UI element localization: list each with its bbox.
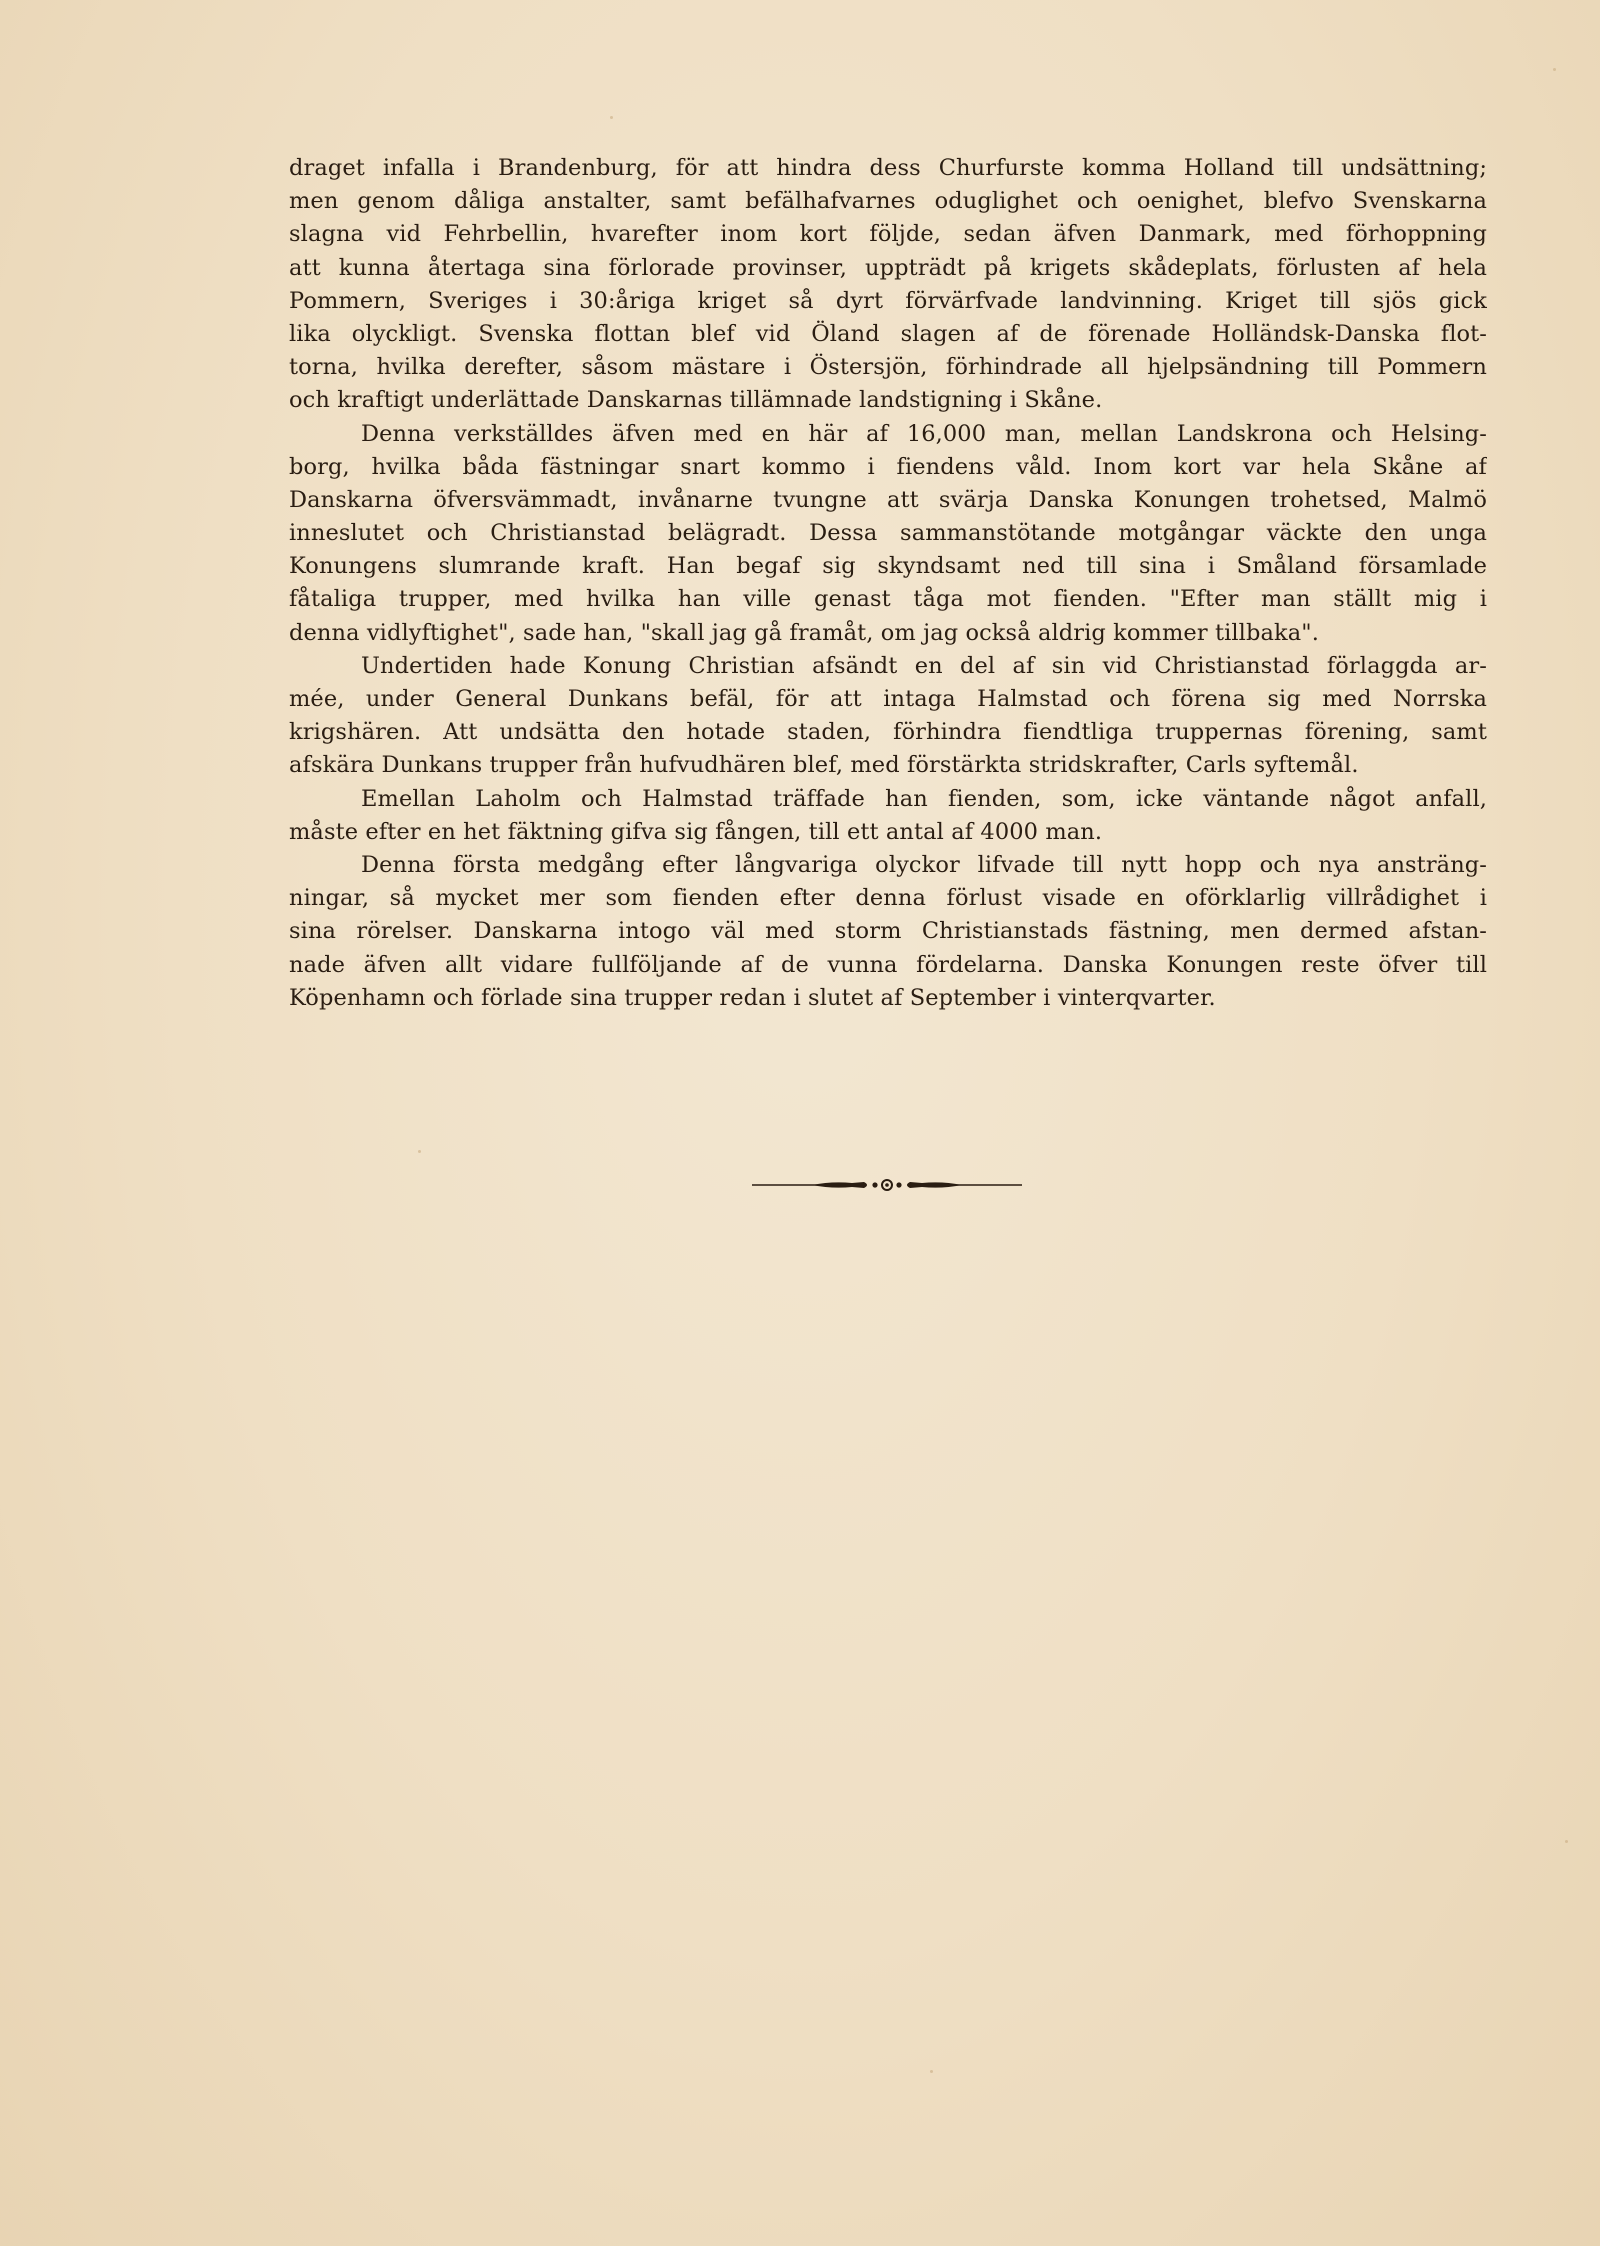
text-line: Undertiden hade Konung Christian afsändt en del af sin vid Christianstad förlaggda ar- [361, 652, 1487, 679]
text-line: mée, under General Dunkans befäl, för att intaga Halmstad och förena sig med Norrska [289, 686, 1487, 712]
text-line: att kunna återtaga sina förlorade provinser, uppträdt på krigets skådeplats, förlusten af hela [289, 254, 1487, 281]
text-line: torna, hvilka derefter, såsom mästare i Östersjön, förhindrade all hjelpsändning till Pommern [289, 354, 1487, 381]
text-line: men genom dåliga anstalter, samt befälhafvarnes oduglighet och oenighet, blefvo Svenskarna [289, 188, 1487, 215]
text-line: krigshären. Att undsätta den hotade staden, förhindra fiendtliga truppernas förening, samt [289, 719, 1487, 746]
paper-speck [930, 2070, 933, 2073]
text-line: Denna verkställdes äfven med en här af 16,000 man, mellan Landskrona och Helsing- [361, 420, 1487, 447]
text-line: Denna första medgång efter långvariga olyckor lifvade till nytt hopp och nya ansträng- [361, 851, 1487, 878]
text-line: Danskarna öfversvämmadt, invånarne tvungne att svärja Danska Konungen trohetsed, Malmö [289, 486, 1487, 513]
text-line: Konungens slumrande kraft. Han begaf sig skyndsamt ned till sina i Småland församlade [289, 553, 1487, 580]
text-line: denna vidlyftighet", sade han, "skall jag gå framåt, om jag också aldrig kommer tillbaka". [289, 619, 1319, 646]
paper-speck [1565, 1840, 1568, 1843]
text-line: fåtaliga trupper, med hvilka han ville genast tåga mot fienden. "Efter man ställt mig i [289, 586, 1487, 613]
paper-speck [1553, 68, 1556, 71]
paper-speck [418, 1150, 421, 1153]
text-line: borg, hvilka båda fästningar snart kommo i fiendens våld. Inom kort var hela Skåne af [289, 453, 1487, 480]
text-line: Pommern, Sveriges i 30:åriga kriget så dyrt förvärfvade landvinning. Kriget till sjös gick [289, 287, 1487, 314]
text-line: Köpenhamn och förlade sina trupper redan i slutet af September i vinterqvarter. [289, 984, 1216, 1011]
text-line: ningar, så mycket mer som fienden efter denna förlust visade en oförklarlig villrådighet i [289, 885, 1487, 912]
text-line: och kraftigt underlättade Danskarnas tillämnade landstigning i Skåne. [289, 387, 1103, 414]
paragraph-1 [289, 152, 1487, 418]
paper-speck [610, 116, 613, 119]
paragraph-3 [289, 650, 1487, 783]
text-line: slagna vid Fehrbellin, hvarefter inom kort följde, sedan äfven Danmark, med förhoppning [289, 221, 1487, 248]
paragraph-5 [289, 849, 1487, 1015]
text-line: inneslutet och Christianstad belägradt. Dessa sammanstötande motgångar väckte den unga [289, 520, 1487, 547]
paragraph-2 [289, 418, 1487, 650]
decorative-rule-icon [752, 1178, 1022, 1192]
text-line: sina rörelser. Danskarna intogo väl med storm Christianstads fästning, men dermed afstan- [289, 918, 1487, 945]
text-line: nade äfven allt vidare fullföljande af de vunna fördelarna. Danska Konungen reste öfver till [289, 951, 1487, 978]
text-line: måste efter en het fäktning gifva sig fången, till ett antal af 4000 man. [289, 818, 1103, 845]
paragraph-4 [289, 783, 1487, 849]
text-line: draget infalla i Brandenburg, för att hindra dess Churfurste komma Holland till undsättning; [289, 155, 1487, 181]
text-line: afskära Dunkans trupper från hufvudhären blef, med förstärkta stridskrafter, Carls syftemål. [289, 752, 1359, 779]
body-text [289, 152, 1487, 1015]
text-line: lika olyckligt. Svenska flottan blef vid Öland slagen af de förenade Holländsk-Danska flot- [289, 320, 1487, 347]
text-line: Emellan Laholm och Halmstad träffade han fienden, som, icke väntande något anfall, [361, 785, 1487, 812]
